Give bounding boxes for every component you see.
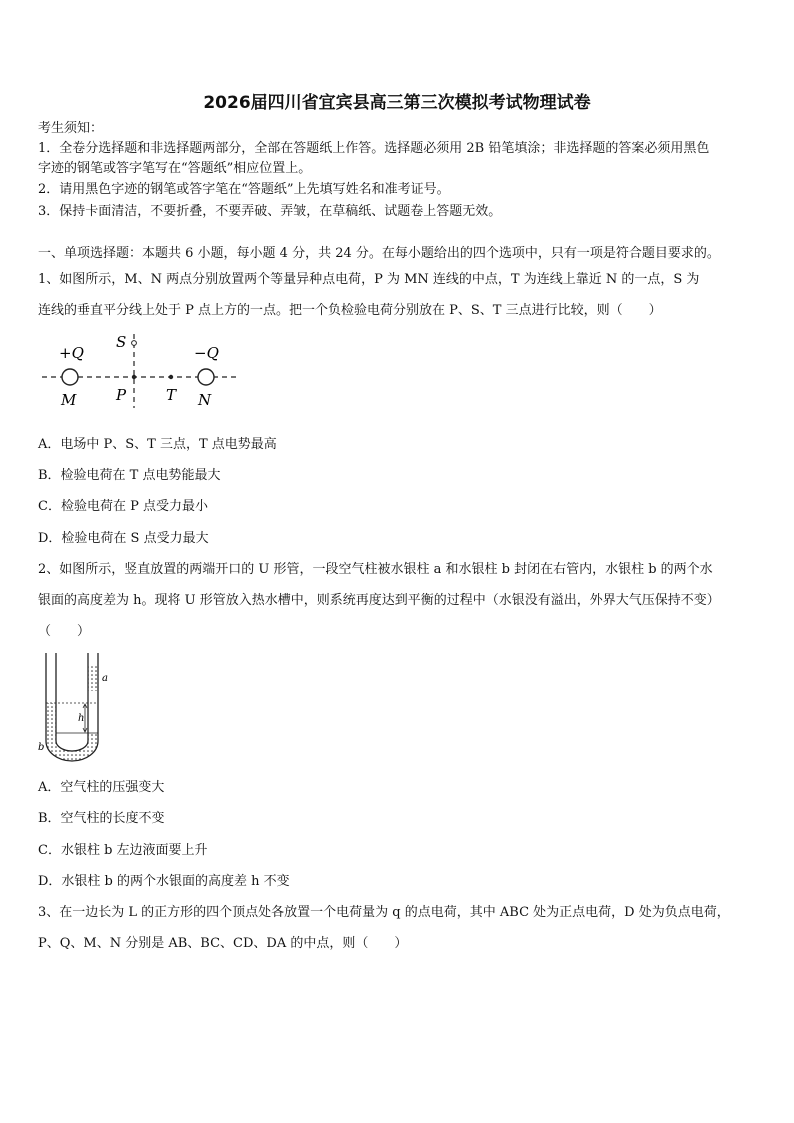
- point-p: [132, 375, 136, 379]
- q2-option-b: B．空气柱的长度不变: [38, 811, 165, 826]
- notice-item: 字迹的钢笔或答字笔写在“答题纸”相应位置上。: [38, 161, 312, 176]
- mercury-column-b: [46, 703, 98, 761]
- q1-option-a: A．电场中 P、S、T 三点，T 点电势最高: [38, 437, 277, 452]
- charge-m: [62, 369, 78, 385]
- point-t: [169, 375, 173, 379]
- mercury-column-a: [88, 665, 98, 691]
- q2-stem: 银面的高度差为 h。现将 U 形管放入热水槽中，则系统再度达到平衡的过程中（水银没有溢出，外界大气压保持不变）: [38, 593, 720, 608]
- notice-item: 3．保持卡面清洁，不要折叠，不要弄破、弄皱，在草稿纸、试题卷上答题无效。: [38, 204, 502, 219]
- label-b: b: [38, 742, 45, 753]
- q2-stem: （ ）: [38, 624, 91, 639]
- notice-item: 2．请用黑色字迹的钢笔或答字笔在“答题纸”上先填写姓名和准考证号。: [38, 182, 450, 197]
- q2-option-c: C．水银柱 b 左边液面要上升: [38, 843, 208, 858]
- q1-stem: 1、如图所示，M、N 两点分别放置两个等量异种点电荷，P 为 MN 连线的中点，T 为连线上靠近 N 的一点，S 为: [38, 272, 700, 287]
- label-minus-q: −Q: [194, 344, 219, 362]
- q2-option-d: D．水银柱 b 的两个水银面的高度差 h 不变: [38, 874, 290, 889]
- point-s: [132, 341, 137, 346]
- q3-stem: 3、在一边长为 L 的正方形的四个顶点处各放置一个电荷量为 q 的点电荷，其中 ABC 处为正点电荷，D 处为负点电荷，: [38, 905, 730, 920]
- q1-charge-diagram: [38, 328, 248, 410]
- label-p: P: [116, 386, 127, 404]
- q2-u-tube-diagram: [38, 653, 118, 765]
- label-s: S: [116, 333, 127, 351]
- label-m: M: [61, 391, 77, 409]
- q3-stem: P、Q、M、N 分别是 AB、BC、CD、DA 的中点，则（ ）: [38, 936, 408, 951]
- label-n: N: [198, 391, 212, 409]
- section-heading: 一、单项选择题：本题共 6 小题，每小题 4 分，共 24 分。在每小题给出的四个选项中，只有一项是符合题目要求的。: [38, 246, 720, 261]
- q1-option-b: B．检验电荷在 T 点电势能最大: [38, 468, 221, 483]
- q1-option-d: D．检验电荷在 S 点受力最大: [38, 531, 209, 546]
- charge-n: [198, 369, 214, 385]
- exam-title: 2026届四川省宜宾县高三第三次模拟考试物理试卷: [203, 93, 591, 113]
- label-a: a: [102, 673, 108, 684]
- q2-option-a: A．空气柱的压强变大: [38, 780, 165, 795]
- label-t: T: [166, 386, 177, 404]
- q1-stem: 连线的垂直平分线上处于 P 点上方的一点。把一个负检验电荷分别放在 P、S、T 三点进行比较，则（ ）: [38, 303, 662, 318]
- q1-option-c: C．检验电荷在 P 点受力最小: [38, 499, 208, 514]
- notice-item: 1．全卷分选择题和非选择题两部分，全部在答题纸上作答。选择题必须用 2B 铅笔填涂；非选择题的答案必须用黑色: [38, 141, 710, 156]
- notice-heading: 考生须知：: [38, 121, 104, 136]
- q2-stem: 2、如图所示，竖直放置的两端开口的 U 形管，一段空气柱被水银柱 a 和水银柱 b 封闭在右管内，水银柱 b 的两个水: [38, 562, 713, 577]
- label-h: h: [78, 713, 85, 724]
- label-plus-q: +Q: [59, 344, 84, 362]
